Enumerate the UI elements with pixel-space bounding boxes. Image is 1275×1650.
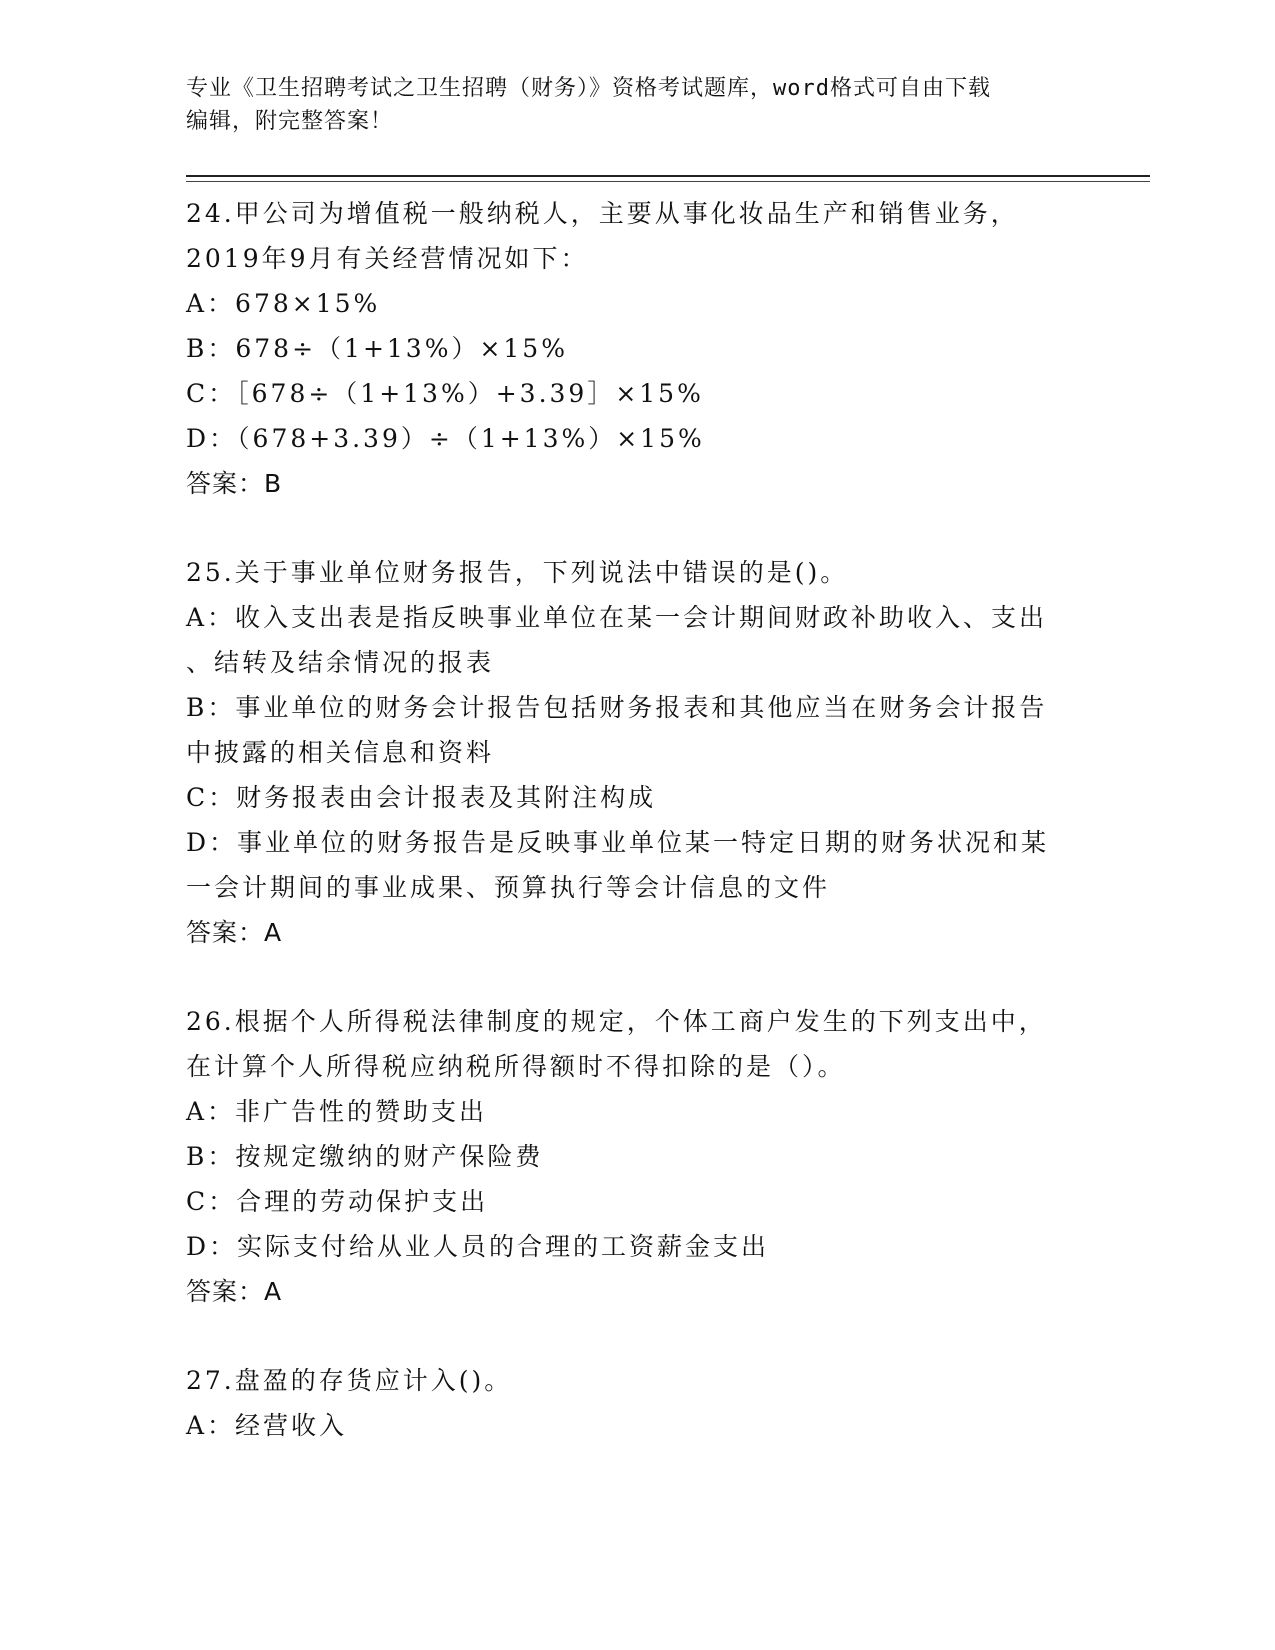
question-stem: 2019年9月有关经营情况如下： (186, 244, 589, 273)
question-stem: 27.盘盈的存货应计入()。 (186, 1366, 513, 1395)
question-25 (186, 550, 1066, 955)
question-stem: 在计算个人所得税应纳税所得额时不得扣除的是（）。 (186, 1052, 846, 1081)
answer-label: 答案：A (186, 1277, 283, 1306)
answer-label: 答案：A (186, 918, 283, 947)
option-d: D：实际支付给从业人员的合理的工资薪金支出 (186, 1232, 770, 1261)
header-divider (186, 175, 1150, 177)
option-d: D：（678+3.39）÷（1+13%）×15% (186, 424, 705, 453)
header-line: 编辑，附完整答案！ (186, 109, 394, 134)
question-stem: 24.甲公司为增值税一般纳税人，主要从事化妆品生产和销售业务， (186, 199, 1019, 228)
question-list (186, 191, 1066, 1492)
option-c: C：财务报表由会计报表及其附注构成 (186, 783, 657, 812)
option-a: A：经营收入 (186, 1411, 348, 1440)
header-line: 专业《卫生招聘考试之卫生招聘（财务）》资格考试题库，word格式可自由下载 (186, 76, 991, 101)
answer-label: 答案：B (186, 469, 283, 498)
option-d: D：事业单位的财务报告是反映事业单位某一特定日期的财务状况和某 (186, 828, 1050, 857)
question-24 (186, 191, 1066, 506)
question-stem: 25.关于事业单位财务报告，下列说法中错误的是()。 (186, 558, 849, 587)
option-a: A：收入支出表是指反映事业单位在某一会计期间财政补助收入、支出 (186, 603, 1048, 632)
option-d-continued: 一会计期间的事业成果、预算执行等会计信息的文件 (186, 873, 831, 902)
option-c: C：［678÷（1+13%）+3.39］×15% (186, 379, 704, 408)
option-a: A：非广告性的赞助支出 (186, 1097, 488, 1126)
option-b: B：事业单位的财务会计报告包括财务报表和其他应当在财务会计报告 (186, 693, 1048, 722)
question-stem: 26.根据个人所得税法律制度的规定，个体工商户发生的下列支出中， (186, 1007, 1047, 1036)
question-26 (186, 999, 1066, 1314)
option-c: C：合理的劳动保护支出 (186, 1187, 489, 1216)
header-divider (186, 181, 1150, 182)
option-a-continued: 、结转及结余情况的报表 (186, 648, 495, 677)
document-header (186, 72, 1066, 138)
option-b-continued: 中披露的相关信息和资料 (186, 738, 495, 767)
option-b: B：678÷（1+13%）×15% (186, 334, 568, 363)
option-a: A：678×15% (186, 289, 381, 318)
question-27 (186, 1358, 1066, 1448)
option-b: B：按规定缴纳的财产保险费 (186, 1142, 544, 1171)
